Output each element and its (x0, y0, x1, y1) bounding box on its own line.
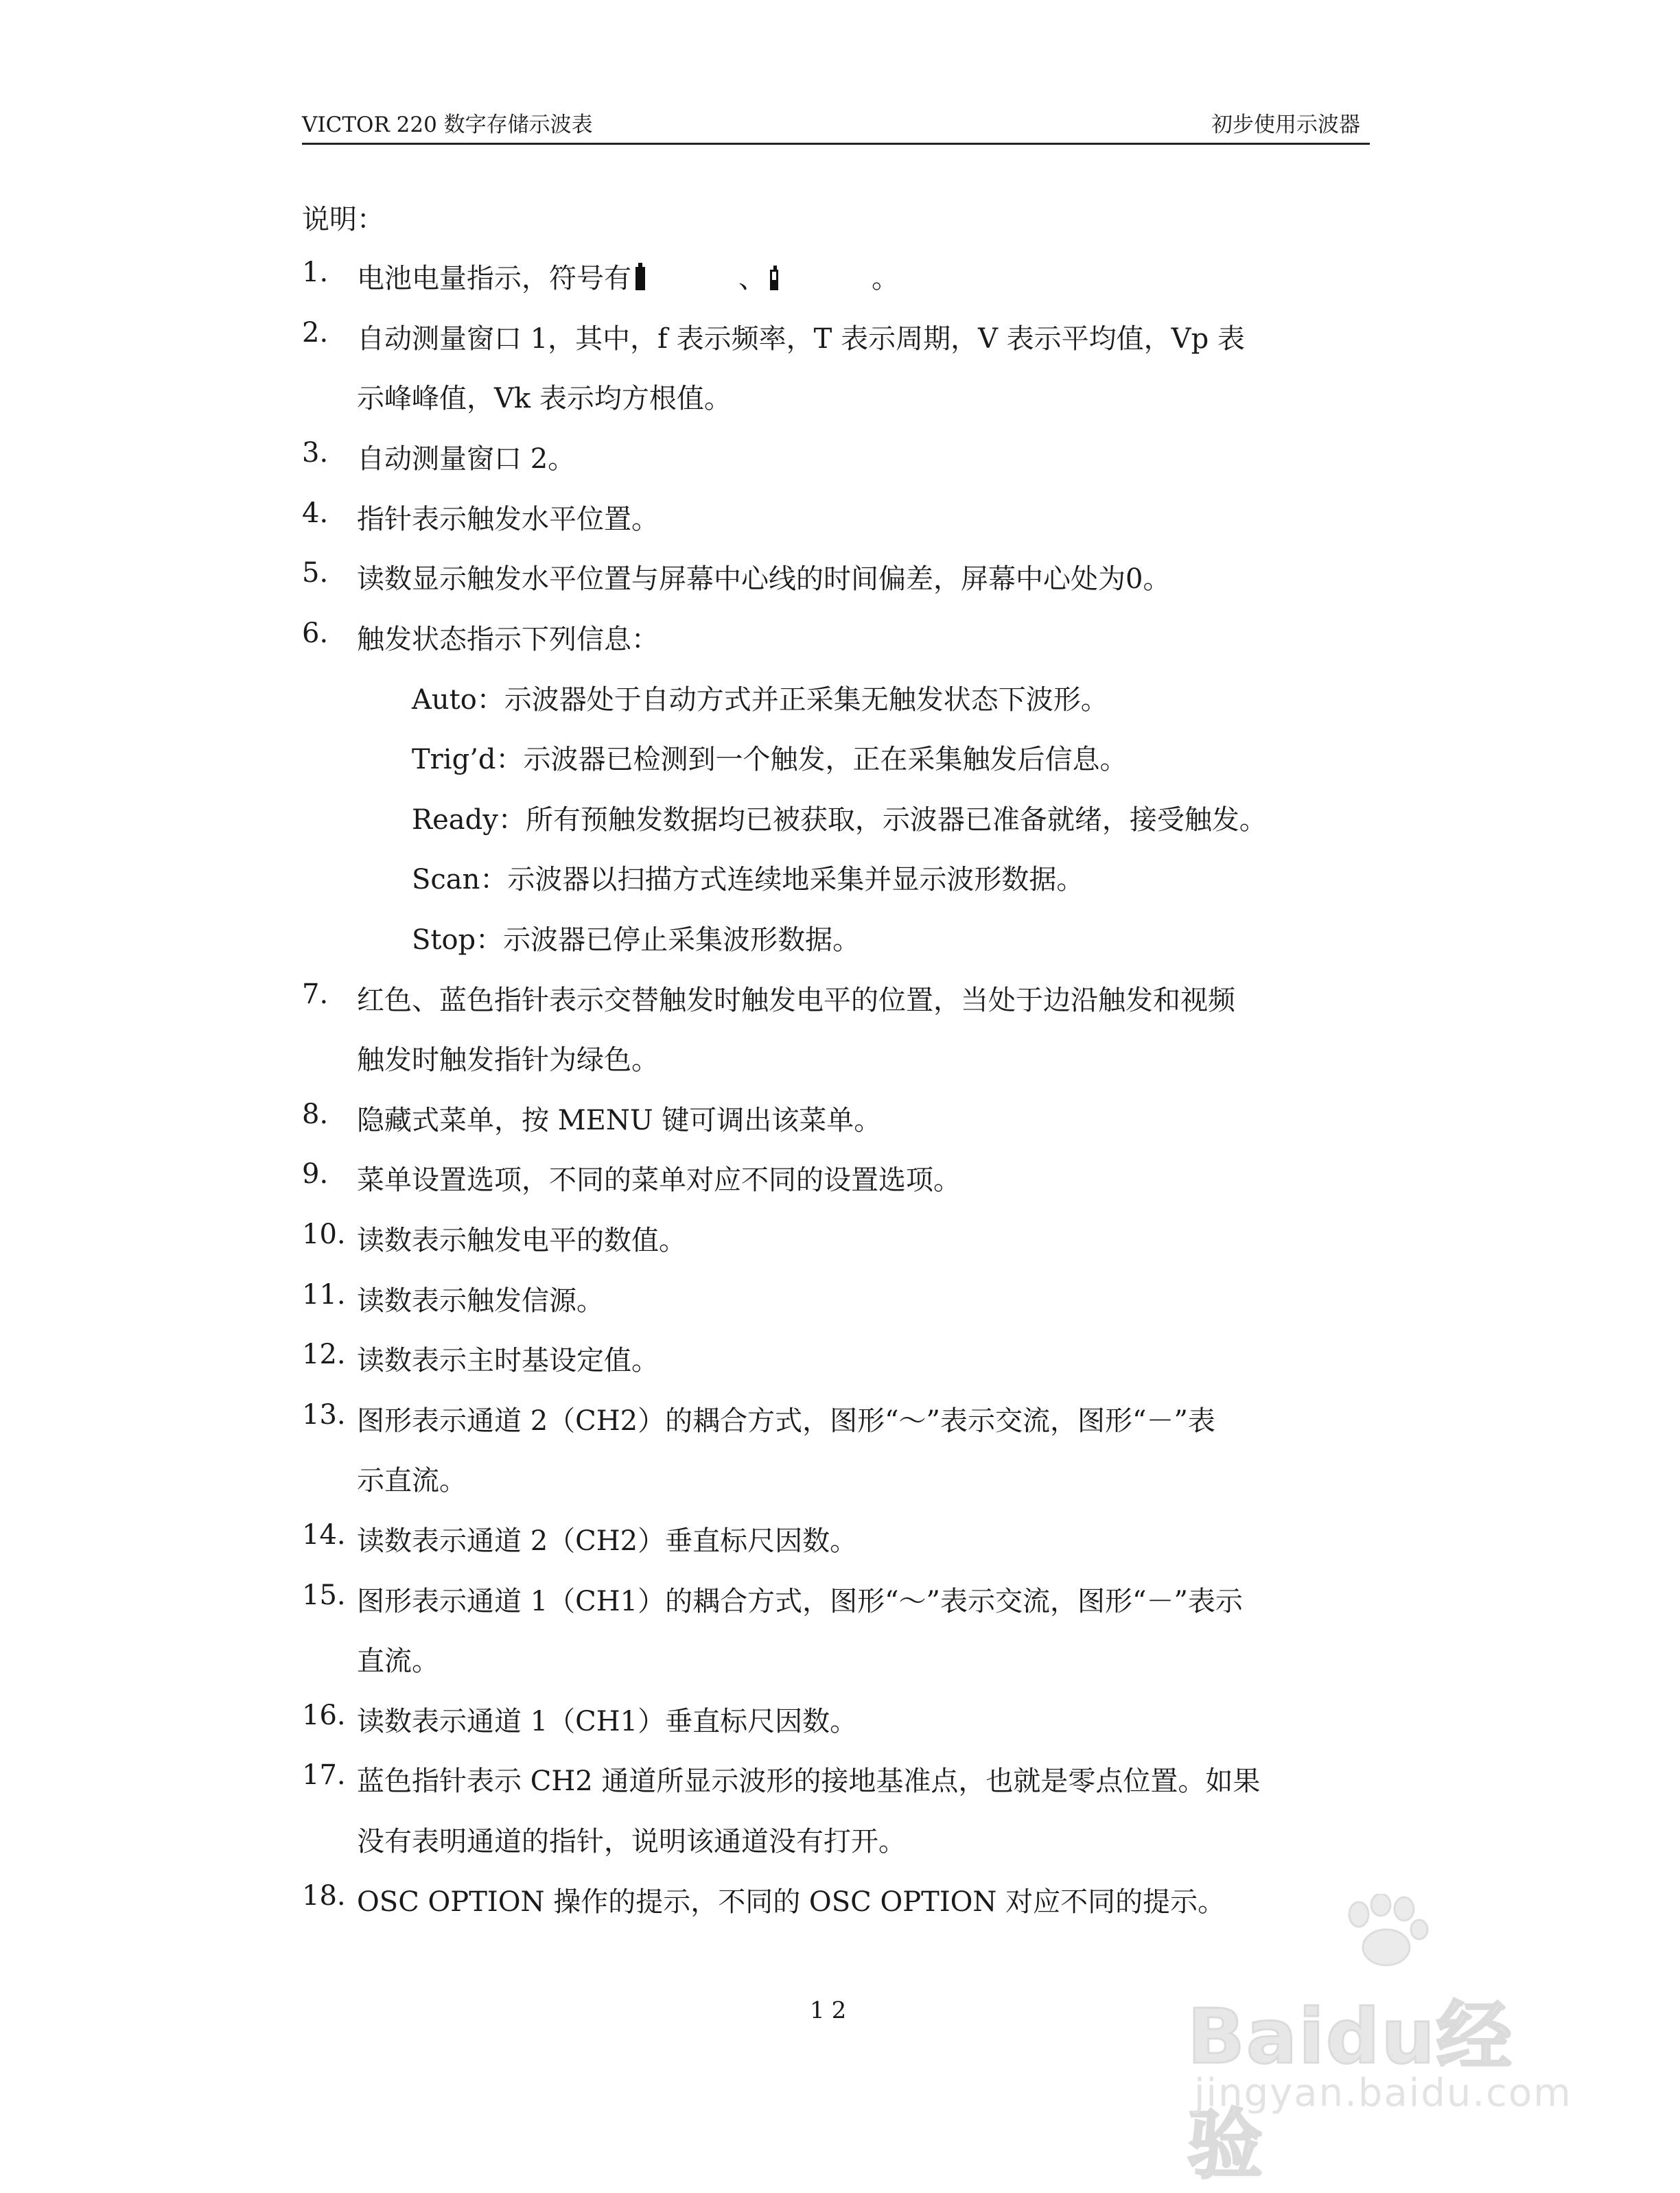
item-text-cont: 触发时触发指针为绿色。 (357, 1044, 659, 1076)
item-text: 图形表示通道 2（CH2）的耦合方式，图形“～”表示交流，图形“－”表 (357, 1405, 1215, 1437)
item-text: 图形表示通道 1（CH1）的耦合方式，图形“～”表示交流，图形“－”表示 (357, 1586, 1243, 1617)
item-end-punct: 。 (872, 263, 899, 294)
paw-logo-icon (1338, 1894, 1434, 1969)
item-number: 5. (302, 557, 329, 589)
item-number: 9. (302, 1158, 329, 1190)
item-number: 8. (302, 1099, 329, 1130)
item-text: 读数显示触发水平位置与屏幕中心线的时间偏差，屏幕中心处为0。 (357, 563, 1171, 595)
baidu-watermark (1167, 1894, 1572, 2189)
item-text-cont: 示峰峰值，Vk 表示均方根值。 (357, 383, 732, 414)
section-title: 初步使用示波器 (1211, 113, 1360, 137)
item-number: 12. (302, 1339, 346, 1370)
page-number: 12 (810, 1997, 854, 2024)
item-text: 红色、蓝色指针表示交替触发时触发电平的位置，当处于边沿触发和视频 (357, 985, 1235, 1016)
item-text: 自动测量窗口 2。 (357, 443, 576, 475)
item-number: 4. (302, 497, 329, 529)
trigger-status-ready: Ready：所有预触发数据均已被获取，示波器已准备就绪，接受触发。 (412, 804, 1267, 836)
item-text: 读数表示触发信源。 (357, 1285, 604, 1317)
watermark-logo-text: Baidu经验 (1187, 1993, 1513, 2189)
item-number: 6. (302, 618, 329, 649)
item-number: 1. (302, 257, 329, 288)
item-number: 16. (302, 1700, 346, 1731)
item-text: 读数表示主时基设定值。 (357, 1345, 659, 1376)
item-number: 3. (302, 437, 329, 469)
item-number: 2. (302, 317, 329, 349)
item-text: 菜单设置选项，不同的菜单对应不同的设置选项。 (357, 1164, 961, 1196)
watermark-url: jingyan.baidu.com (1194, 2071, 1572, 2115)
item-number: 15. (302, 1580, 346, 1611)
battery-low-icon (770, 270, 778, 290)
document-title: VICTOR 220 数字存储示波表 (302, 113, 593, 137)
item-number: 11. (302, 1279, 346, 1311)
item-number: 7. (302, 978, 329, 1010)
item-number: 17. (302, 1759, 346, 1791)
trigger-status-trigd: Trig’d：示波器已检测到一个触发，正在采集触发后信息。 (412, 744, 1128, 775)
item-text-part: 电池电量指示，符号有 (357, 263, 631, 294)
item-number: 18. (302, 1880, 346, 1912)
item-text: 隐藏式菜单，按 MENU 键可调出该菜单。 (357, 1105, 882, 1136)
item-text: 读数表示通道 1（CH1）垂直标尺因数。 (357, 1706, 858, 1737)
item-text-cont: 直流。 (357, 1645, 439, 1677)
item-text: 读数表示通道 2（CH2）垂直标尺因数。 (357, 1525, 858, 1557)
item-text-cont: 示直流。 (357, 1465, 467, 1497)
item-text: 蓝色指针表示 CH2 通道所显示波形的接地基准点，也就是零点位置。如果 (357, 1766, 1261, 1797)
trigger-status-stop: Stop：示波器已停止采集波形数据。 (412, 924, 861, 956)
item-text (357, 257, 1359, 296)
trigger-status-auto: Auto：示波器处于自动方式并正采集无触发状态下波形。 (412, 684, 1108, 716)
battery-full-icon (635, 267, 645, 290)
item-text: 自动测量窗口 1，其中，f 表示频率，T 表示周期，V 表示平均值，Vp 表 (357, 323, 1245, 355)
item-number: 13. (302, 1399, 346, 1431)
item-text: 触发状态指示下列信息： (357, 624, 659, 655)
trigger-status-scan: Scan：示波器以扫描方式连续地采集并显示波形数据。 (412, 864, 1084, 895)
item-separator: 、 (738, 263, 766, 294)
intro-label: 说明： (302, 204, 384, 235)
item-text: OSC OPTION 操作的提示，不同的 OSC OPTION 对应不同的提示。 (357, 1886, 1226, 1918)
item-text: 读数表示触发电平的数值。 (357, 1225, 686, 1256)
item-text-cont: 没有表明通道的指针，说明该通道没有打开。 (357, 1826, 906, 1857)
page-header (302, 106, 1370, 145)
item-number: 14. (302, 1519, 346, 1551)
item-text: 指针表示触发水平位置。 (357, 504, 659, 535)
item-number: 10. (302, 1219, 346, 1250)
